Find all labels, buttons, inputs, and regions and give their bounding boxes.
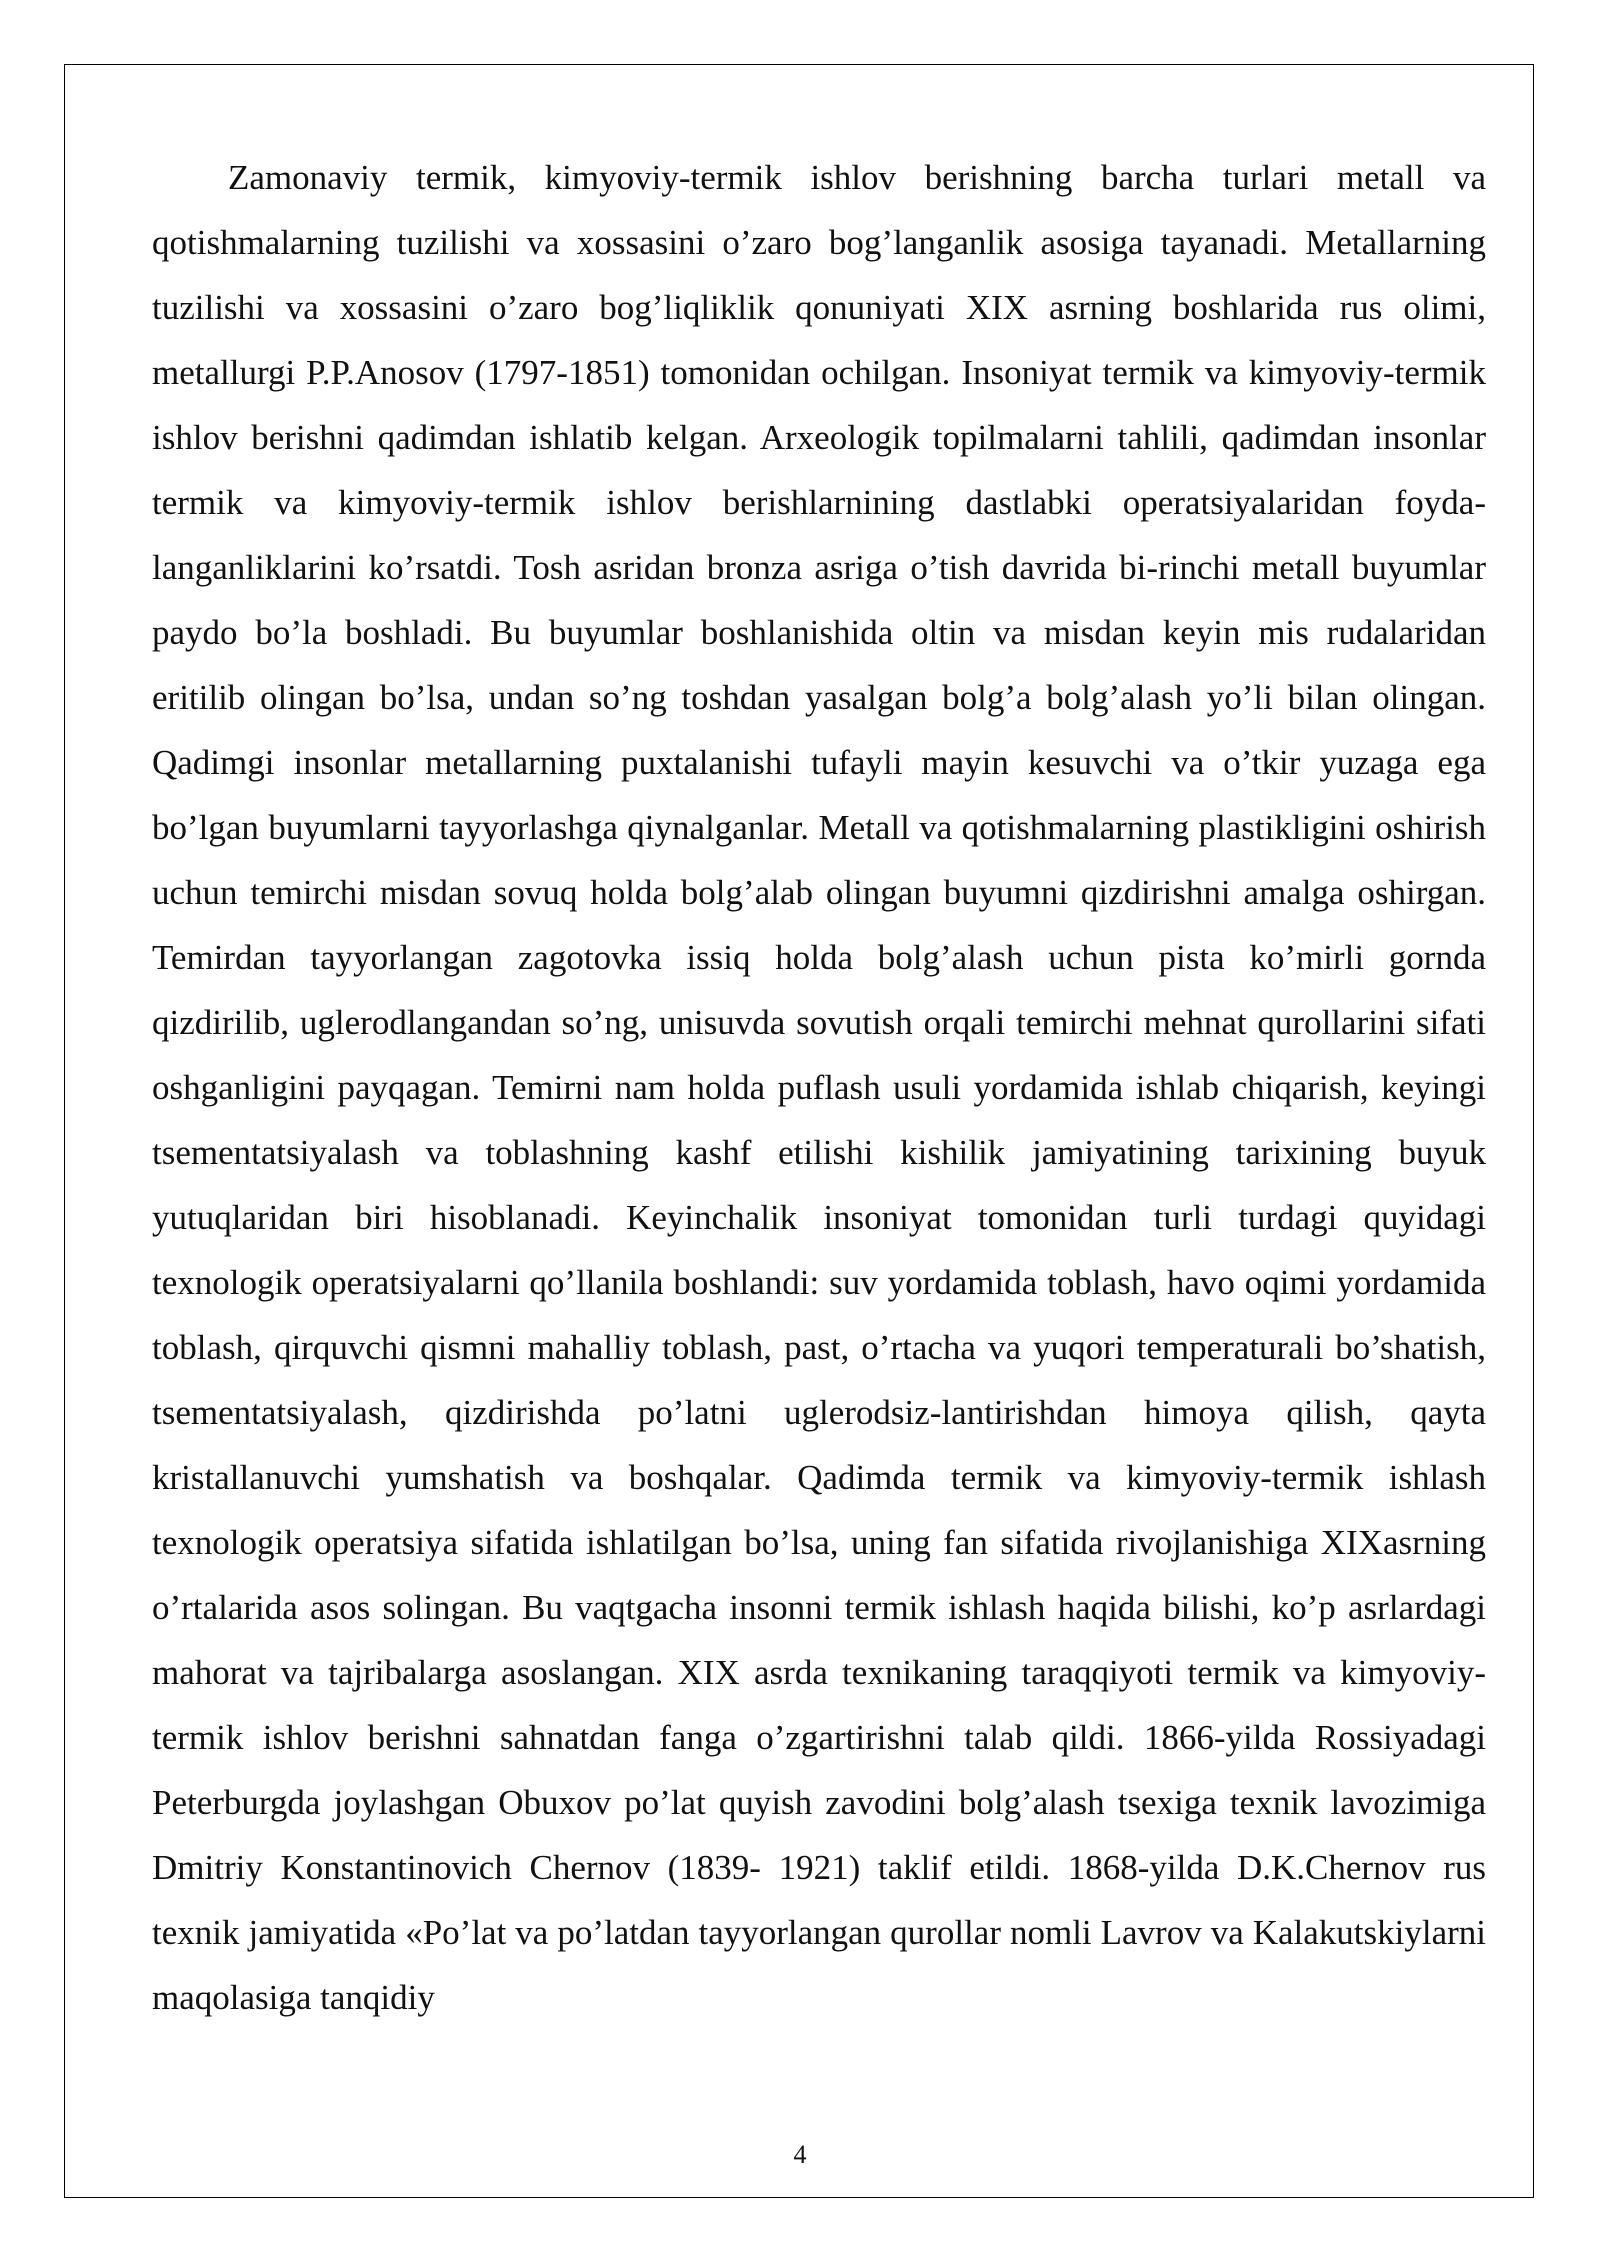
body-paragraph: Zamonaviy termik, kimyoviy-termik ishlov berishning barcha turlari metall va qotishmalarning tuzilishi va xossasini o’zaro bog’langanlik asosiga tayanadi. Metallarning tuzilishi va xossasini o’zaro bog’liqliklik qonuniyati XIX asrning boshlarida rus olimi, metallurgi P.P.Anosov (1797-1851) tomonidan ochilgan. Insoniyat termik va kimyoviy-termik ishlov berishni qadimdan ishlatib kelgan. Arxeologik topilmalarni tahlili, qadimdan insonlar termik va kimyoviy-termik ishlov berishlarnining dastlabki operatsiyalaridan foyda-langanliklarini ko’rsatdi. Tosh asridan bronza asriga o’tish davrida bi-rinchi metall buyumlar paydo bo’la boshladi. Bu buyumlar boshlanishida oltin va misdan keyin mis rudalaridan eritilib olingan bo’lsa, undan so’ng toshdan yasalgan bolg’a bolg’alash yo’li bilan olingan. Qadimgi insonlar metallarning puxtalanishi tufayli mayin kesuvchi va o’tkir yuzaga ega bo’lgan buyumlarni tayyorlashga qiynalganlar. Metall va qotishmalarning plastikligini oshirish uchun temirchi misdan sovuq holda bolg’alab olingan buyumni qizdirishni amalga oshirgan. Temirdan tayyorlangan zagotovka issiq holda bolg’alash uchun pista ko’mirli gornda qizdirilib, uglerodlangandan so’ng, unisuvda sovutish orqali temirchi mehnat qurollarini sifati oshganligini payqagan. Temirni nam holda puflash usuli yordamida ishlab chiqarish, keyingi tsementatsiyalash va toblashning kashf etilishi kishilik jamiyatining tarixining buyuk yutuqlaridan biri hisoblanadi. Keyinchalik insoniyat tomonidan turli turdagi quyidagi texnologik operatsiyalarni qo’llanila boshlandi: suv yordamida toblash, havo oqimi yordamida toblash, qirquvchi qismni mahalliy toblash, past, o’rtacha va yuqori temperaturali bo’shatish, tsementatsiyalash, qizdirishda po’latni uglerodsiz-lantirishdan himoya qilish, qayta kristallanuvchi yumshatish va boshqalar. Qadimda termik va kimyoviy-termik ishlash texnologik operatsiya sifatida ishlatilgan bo’lsa, uning fan sifatida rivojlanishiga XIXasrning o’rtalarida asos solingan. Bu vaqtgacha insonni termik ishlash haqida bilishi, ko’p asrlardagi mahorat va tajribalarga asoslangan. XIX asrda texnikaning taraqqiyoti termik va kimyoviy-termik ishlov berishni sahnatdan fanga o’zgartirishni talab qildi. 1866-yilda Rossiyadagi Peterburgda joylashgan Obuxov po’lat quyish zavodini bolg’alash tsexiga texnik lavozimiga Dmitriy Konstantinovich Chernov (1839- 1921) taklif etildi. 1868-yilda D.K.Chernov rus texnik jamiyatida «Po’lat va po’latdan tayyorlangan qurollar nomli Lavrov va Kalakutskiylarni maqolasiga tanqidiy xyxy=(152,158,1486,2017)
page-number: 4 xyxy=(793,2140,807,2169)
